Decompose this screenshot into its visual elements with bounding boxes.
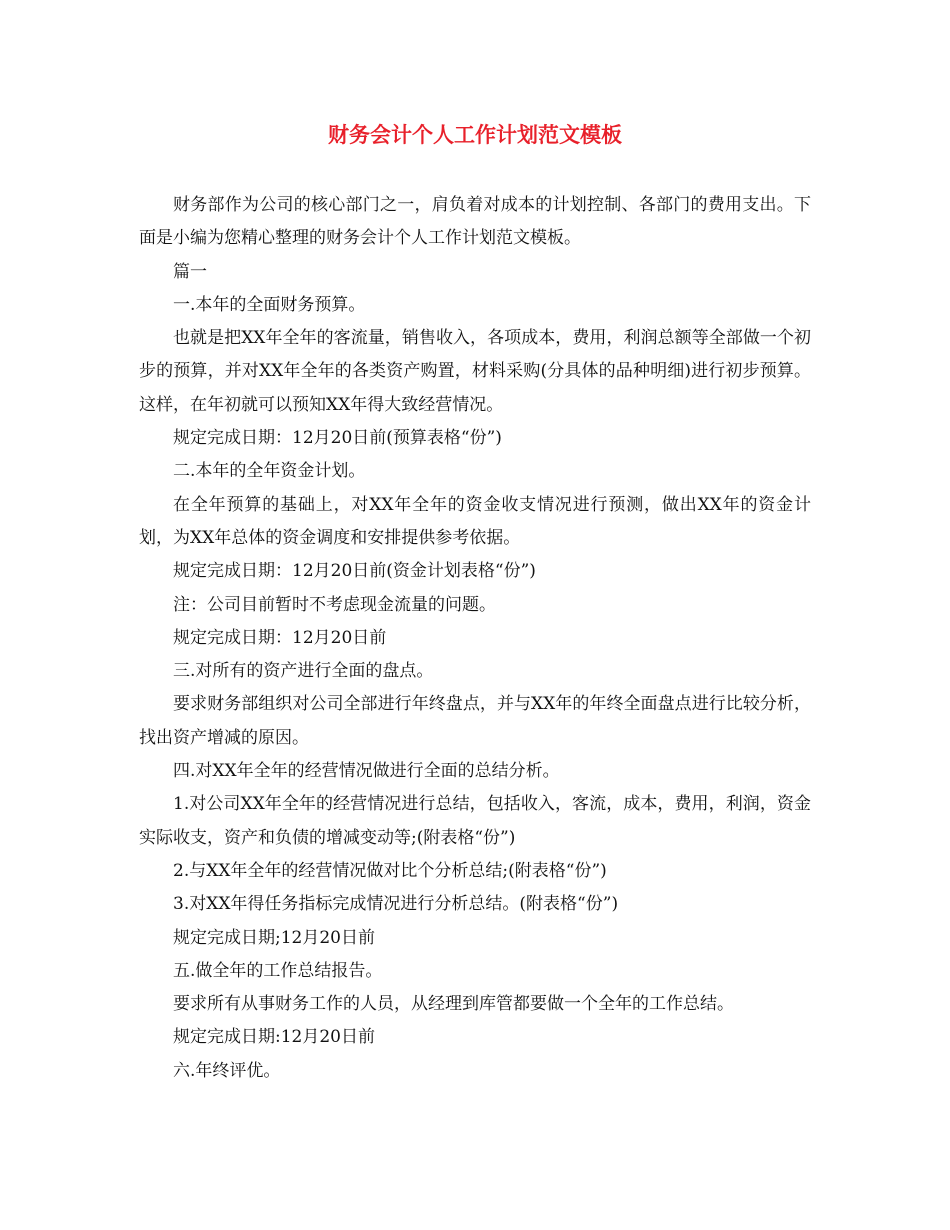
heading-3: 三.对所有的资产进行全面的盘点。 [173, 661, 434, 682]
deadline-line: 规定完成日期：12月20日前 [173, 627, 387, 648]
list-item: 1.对公司XX年全年的经营情况进行总结，包括收入，客流，成本，费用，利润，资金实际收支，资产和负债的增减变动等;(附表格“份”) [139, 794, 811, 848]
deadline-line: 规定完成日期;12月20日前 [173, 927, 375, 948]
deadline-line: 规定完成日期:12月20日前 [173, 1027, 375, 1048]
document-body [139, 189, 811, 1088]
heading-6: 六.年终评优。 [173, 1060, 281, 1081]
deadline-line: 规定完成日期：12月20日前(资金计划表格“份”) [173, 561, 536, 582]
document-title: 财务会计个人工作计划范文模板 [328, 122, 622, 147]
heading-5: 五.做全年的工作总结报告。 [173, 960, 383, 981]
deadline-line: 规定完成日期：12月20日前(预算表格“份”) [173, 428, 502, 449]
paragraph: 要求财务部组织对公司全部进行年终盘点，并与XX年的年终全面盘点进行比较分析，找出资产增减的原因。 [139, 694, 811, 748]
paragraph: 也就是把XX年全年的客流量，销售收入，各项成本，费用，利润总额等全部做一个初步的预算，并对XX年全年的各类资产购置，材料采购(分具体的品种明细)进行初步预算。这样，在年初就可以预知XX年得大致经营情况。 [139, 328, 811, 415]
heading-1: 一.本年的全面财务预算。 [173, 294, 366, 315]
paragraph: 要求所有从事财务工作的人员，从经理到库管都要做一个全年的工作总结。 [173, 994, 734, 1015]
section-label: 篇一 [173, 261, 207, 282]
intro-paragraph: 财务部作为公司的核心部门之一，肩负着对成本的计划控制、各部门的费用支出。下面是小编为您精心整理的财务会计个人工作计划范文模板。 [139, 195, 811, 249]
heading-2: 二.本年的全年资金计划。 [173, 461, 366, 482]
list-item: 3.对XX年得任务指标完成情况进行分析总结。(附表格“份”) [173, 894, 619, 915]
note-line: 注：公司目前暂时不考虑现金流量的问题。 [173, 594, 496, 615]
paragraph: 在全年预算的基础上，对XX年全年的资金收支情况进行预测，做出XX年的资金计划，为XX年总体的资金调度和安排提供参考依据。 [139, 494, 811, 548]
list-item: 2.与XX年全年的经营情况做对比个分析总结;(附表格“份”) [173, 860, 607, 881]
heading-4: 四.对XX年全年的经营情况做进行全面的总结分析。 [173, 761, 560, 782]
